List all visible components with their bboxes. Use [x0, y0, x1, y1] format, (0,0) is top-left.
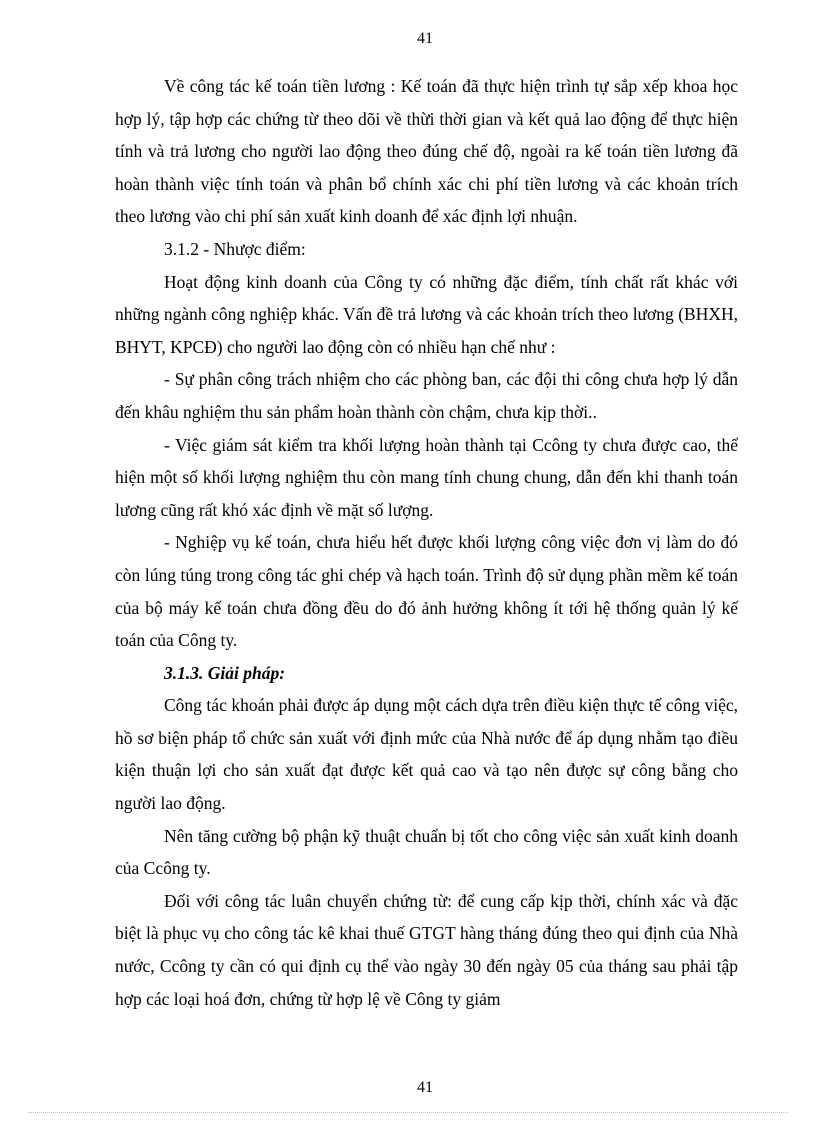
bullet-supervision: - Việc giám sát kiểm tra khối lượng hoàn thành tại Ccông ty chưa được cao, thể hiện một số khối lượng nghiệm thu còn mang tính chung chung, dẫn đến khi thanh toán lương cũng rất khó xác định về mặt số lượng. [115, 434, 738, 520]
heading-weaknesses: 3.1.2 - Nhược điểm: [164, 238, 306, 259]
heading-solutions: 3.1.3. Giải pháp: [164, 662, 286, 683]
paragraph-document-flow: Đối với công tác luân chuyển chứng từ: để cung cấp kịp thời, chính xác và đặc biệt là phục vụ cho công tác kê khai thuế GTGT hàng tháng đúng theo qui định của Nhà nước, Ccông ty cần có qui định cụ thể vào ngày 30 đến ngày 05 của tháng sau phải tập hợp các loại hoá đơn, chứng từ hợp lệ về Công ty giảm [115, 890, 738, 1009]
page-number-bottom: 41 [417, 1079, 433, 1096]
paragraph-technical-department: Nên tăng cường bộ phận kỹ thuật chuẩn bị tốt cho công việc sản xuất kinh doanh của Ccông ty. [115, 825, 738, 879]
bullet-responsibility: - Sự phân công trách nhiệm cho các phòng ban, các đội thi công chưa hợp lý dẫn đến khâu nghiệm thu sản phẩm hoàn thành còn chậm, chưa kịp thời.. [115, 369, 738, 422]
document-body [115, 70, 738, 1015]
paragraph-contracting: Công tác khoán phải được áp dụng một cách dựa trên điều kiện thực tế công việc, hồ sơ biện pháp tổ chức sản xuất với định mức của Nhà nước để áp dụng nhằm tạo điều kiện thuận lợi cho sản xuất đạt được kết quả cao và tạo nên được sự công bằng cho người lao động. [115, 695, 738, 814]
footer-divider [28, 1112, 788, 1113]
paragraph-business-activity: Hoạt động kinh doanh của Công ty có những đặc điểm, tính chất rất khác với những ngành công nghiệp khác. Vấn đề trả lương và các khoản trích theo lương (BHXH, BHYT, KPCĐ) cho người lao động còn có nhiều hạn chế như : [115, 271, 738, 357]
page-number-top: 41 [417, 30, 433, 47]
bullet-accounting-skills: - Nghiệp vụ kế toán, chưa hiểu hết được khối lượng công việc đơn vị làm do đó còn lúng túng trong công tác ghi chép và hạch toán. Trình độ sử dụng phần mềm kế toán của bộ máy kế toán chưa đồng đều do đó ảnh hưởng không ít tới hệ thống quản lý kế toán của Công ty. [115, 532, 738, 651]
paragraph-salary-accounting: Về công tác kế toán tiền lương : Kế toán đã thực hiện trình tự sắp xếp khoa học hợp lý, tập hợp các chứng từ theo dõi về thừi thời gian và kết quả lao động để thực hiện tính và trả lương cho người lao động theo đúng chế độ, ngoài ra kế toán tiền lương đã hoàn thành việc tính toán và phân bổ chính xác chi phí tiền lương và các khoản trích theo lương vào chi phí sản xuất kinh doanh để xác định lợi nhuận. [115, 76, 738, 227]
